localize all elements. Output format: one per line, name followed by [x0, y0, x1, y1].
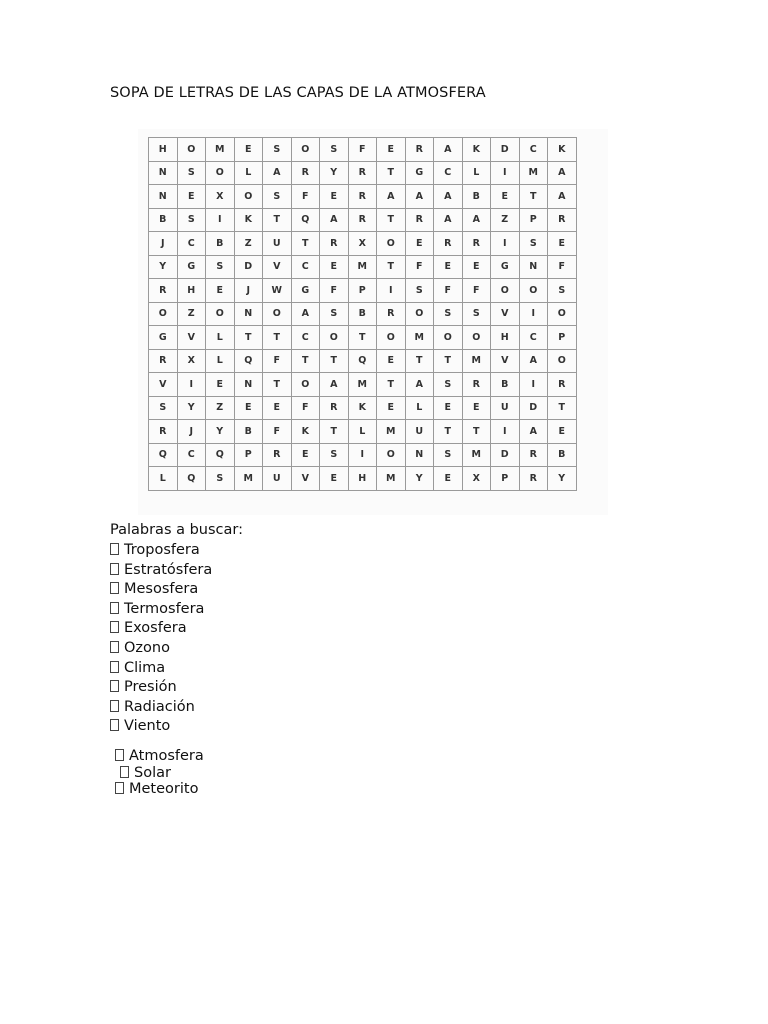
grid-cell: A	[434, 138, 463, 162]
grid-cell: S	[206, 467, 235, 491]
grid-cell: R	[348, 161, 377, 185]
checkbox-icon	[115, 749, 124, 761]
grid-cell: F	[348, 138, 377, 162]
grid-cell: A	[462, 208, 491, 232]
grid-cell: U	[491, 396, 520, 420]
word-list	[110, 541, 212, 737]
word-item	[115, 781, 198, 797]
grid-cell: T	[462, 420, 491, 444]
grid-cell: E	[377, 138, 406, 162]
grid-cell: E	[377, 396, 406, 420]
grid-cell: E	[548, 232, 577, 256]
grid-cell: A	[291, 302, 320, 326]
grid-cell: W	[263, 279, 292, 303]
grid-cell: E	[320, 467, 349, 491]
grid-cell: V	[177, 326, 206, 350]
words-heading: Palabras a buscar:	[110, 522, 243, 538]
grid-cell: C	[434, 161, 463, 185]
grid-cell: S	[434, 373, 463, 397]
grid-cell: S	[149, 396, 178, 420]
grid-cell: T	[291, 349, 320, 373]
grid-cell: C	[291, 255, 320, 279]
grid-cell: S	[462, 302, 491, 326]
grid-cell: Q	[291, 208, 320, 232]
grid-row	[149, 326, 577, 350]
grid-cell: F	[462, 279, 491, 303]
word-item	[110, 561, 212, 581]
grid-cell: T	[263, 208, 292, 232]
grid-cell: R	[377, 302, 406, 326]
grid-cell: S	[519, 232, 548, 256]
grid-cell: Y	[149, 255, 178, 279]
grid-row	[149, 279, 577, 303]
grid-cell: O	[206, 161, 235, 185]
grid-cell: R	[462, 373, 491, 397]
grid-cell: I	[491, 161, 520, 185]
grid-cell: O	[206, 302, 235, 326]
grid-row	[149, 373, 577, 397]
grid-cell: O	[263, 302, 292, 326]
grid-cell: R	[320, 396, 349, 420]
grid-cell: U	[405, 420, 434, 444]
grid-cell: T	[291, 232, 320, 256]
grid-cell: U	[263, 467, 292, 491]
grid-cell: V	[263, 255, 292, 279]
grid-cell: F	[548, 255, 577, 279]
grid-cell: O	[377, 326, 406, 350]
grid-cell: H	[149, 138, 178, 162]
word-item	[110, 698, 212, 718]
grid-cell: B	[462, 185, 491, 209]
grid-cell: T	[405, 349, 434, 373]
grid-cell: O	[548, 302, 577, 326]
grid-cell: I	[491, 420, 520, 444]
word-label: Presión	[124, 679, 177, 696]
grid-cell: R	[548, 208, 577, 232]
grid-cell: Z	[177, 302, 206, 326]
grid-cell: N	[405, 443, 434, 467]
grid-cell: L	[234, 161, 263, 185]
grid-cell: O	[234, 185, 263, 209]
grid-cell: T	[519, 185, 548, 209]
grid-cell: I	[177, 373, 206, 397]
grid-cell: E	[234, 396, 263, 420]
grid-cell: I	[206, 208, 235, 232]
grid-cell: R	[149, 279, 178, 303]
grid-cell: T	[263, 373, 292, 397]
grid-cell: R	[348, 185, 377, 209]
word-label: Ozono	[124, 639, 170, 656]
grid-cell: M	[348, 255, 377, 279]
grid-row	[149, 396, 577, 420]
grid-cell: R	[320, 232, 349, 256]
grid-cell: A	[434, 185, 463, 209]
page-title: SOPA DE LETRAS DE LAS CAPAS DE LA ATMOSFERA	[110, 85, 486, 101]
grid-cell: J	[234, 279, 263, 303]
grid-cell: R	[548, 373, 577, 397]
grid-cell: T	[548, 396, 577, 420]
grid-cell: E	[320, 185, 349, 209]
grid-cell: B	[491, 373, 520, 397]
grid-cell: L	[462, 161, 491, 185]
grid-cell: A	[320, 373, 349, 397]
grid-cell: D	[234, 255, 263, 279]
grid-cell: D	[491, 443, 520, 467]
grid-cell: S	[548, 279, 577, 303]
grid-cell: R	[291, 161, 320, 185]
grid-cell: G	[149, 326, 178, 350]
grid-cell: I	[377, 279, 406, 303]
grid-cell: E	[320, 255, 349, 279]
checkbox-icon	[110, 543, 119, 555]
grid-cell: A	[263, 161, 292, 185]
grid-cell: G	[405, 161, 434, 185]
grid-cell: T	[434, 420, 463, 444]
grid-cell: H	[491, 326, 520, 350]
grid-cell: R	[519, 443, 548, 467]
word-search-puzzle	[138, 129, 608, 515]
grid-cell: S	[263, 185, 292, 209]
word-item	[110, 678, 212, 698]
grid-cell: A	[519, 349, 548, 373]
grid-cell: K	[234, 208, 263, 232]
word-label: Atmosfera	[129, 748, 204, 764]
grid-row	[149, 255, 577, 279]
grid-cell: T	[377, 208, 406, 232]
grid-cell: R	[462, 232, 491, 256]
grid-cell: P	[234, 443, 263, 467]
grid-cell: S	[320, 443, 349, 467]
grid-cell: T	[377, 161, 406, 185]
checkbox-icon	[110, 700, 119, 712]
grid-row	[149, 420, 577, 444]
grid-cell: K	[291, 420, 320, 444]
grid-cell: C	[177, 232, 206, 256]
grid-cell: C	[519, 138, 548, 162]
grid-cell: E	[177, 185, 206, 209]
grid-cell: A	[548, 185, 577, 209]
grid-cell: K	[548, 138, 577, 162]
grid-cell: M	[206, 138, 235, 162]
grid-cell: F	[291, 396, 320, 420]
grid-cell: I	[519, 302, 548, 326]
grid-cell: I	[348, 443, 377, 467]
word-item	[110, 717, 212, 737]
checkbox-icon	[115, 782, 124, 794]
grid-cell: M	[462, 349, 491, 373]
grid-cell: O	[149, 302, 178, 326]
grid-cell: P	[519, 208, 548, 232]
checkbox-icon	[110, 680, 119, 692]
grid-cell: Q	[234, 349, 263, 373]
grid-cell: M	[405, 326, 434, 350]
grid-cell: V	[149, 373, 178, 397]
grid-cell: O	[320, 326, 349, 350]
grid-cell: X	[177, 349, 206, 373]
grid-cell: S	[206, 255, 235, 279]
grid-cell: R	[405, 138, 434, 162]
grid-cell: N	[149, 161, 178, 185]
grid-cell: P	[491, 467, 520, 491]
grid-row	[149, 161, 577, 185]
word-item	[110, 541, 212, 561]
word-item	[110, 600, 212, 620]
checkbox-icon	[110, 563, 119, 575]
grid-cell: R	[434, 232, 463, 256]
grid-cell: G	[491, 255, 520, 279]
grid-cell: E	[263, 396, 292, 420]
word-label: Termosfera	[124, 600, 205, 617]
grid-cell: O	[548, 349, 577, 373]
checkbox-icon	[110, 602, 119, 614]
word-label: Meteorito	[129, 781, 199, 797]
word-item	[115, 748, 204, 764]
grid-cell: O	[491, 279, 520, 303]
grid-cell: V	[491, 349, 520, 373]
grid-cell: I	[519, 373, 548, 397]
grid-cell: S	[434, 302, 463, 326]
grid-cell: B	[548, 443, 577, 467]
word-item	[110, 659, 212, 679]
grid-cell: M	[377, 467, 406, 491]
word-label: Solar	[134, 765, 171, 781]
grid-cell: M	[519, 161, 548, 185]
grid-cell: E	[434, 467, 463, 491]
grid-cell: B	[149, 208, 178, 232]
grid-cell: B	[234, 420, 263, 444]
grid-cell: X	[348, 232, 377, 256]
grid-cell: T	[377, 373, 406, 397]
grid-cell: T	[377, 255, 406, 279]
checkbox-icon	[110, 621, 119, 633]
grid-cell: L	[206, 326, 235, 350]
grid-cell: O	[377, 232, 406, 256]
grid-row	[149, 138, 577, 162]
grid-cell: R	[405, 208, 434, 232]
grid-cell: A	[519, 420, 548, 444]
grid-cell: O	[291, 373, 320, 397]
grid-cell: F	[263, 420, 292, 444]
grid-cell: X	[206, 185, 235, 209]
grid-cell: T	[348, 326, 377, 350]
grid-cell: G	[177, 255, 206, 279]
grid-cell: Z	[491, 208, 520, 232]
grid-cell: V	[291, 467, 320, 491]
grid-cell: A	[377, 185, 406, 209]
word-label: Clima	[124, 659, 166, 676]
grid-cell: T	[263, 326, 292, 350]
grid-cell: O	[519, 279, 548, 303]
grid-cell: F	[263, 349, 292, 373]
grid-cell: H	[177, 279, 206, 303]
grid-cell: R	[149, 420, 178, 444]
checkbox-icon	[110, 641, 119, 653]
grid-cell: M	[462, 443, 491, 467]
grid-cell: E	[462, 396, 491, 420]
grid-cell: Q	[348, 349, 377, 373]
grid-cell: E	[206, 279, 235, 303]
word-label: Exosfera	[124, 620, 187, 637]
grid-cell: U	[263, 232, 292, 256]
grid-cell: O	[177, 138, 206, 162]
grid-cell: F	[405, 255, 434, 279]
grid-cell: C	[519, 326, 548, 350]
grid-cell: A	[548, 161, 577, 185]
grid-cell: D	[491, 138, 520, 162]
checkbox-icon	[120, 766, 129, 778]
grid-cell: F	[434, 279, 463, 303]
grid-cell: O	[377, 443, 406, 467]
grid-cell: J	[149, 232, 178, 256]
grid-cell: S	[177, 208, 206, 232]
grid-cell: T	[234, 326, 263, 350]
word-label: Mesosfera	[124, 581, 199, 598]
letter-grid	[148, 137, 577, 491]
grid-row	[149, 302, 577, 326]
grid-cell: E	[434, 396, 463, 420]
grid-cell: O	[462, 326, 491, 350]
grid-cell: Y	[177, 396, 206, 420]
grid-cell: E	[548, 420, 577, 444]
word-label: Radiación	[124, 698, 195, 715]
grid-cell: S	[177, 161, 206, 185]
grid-cell: Q	[149, 443, 178, 467]
grid-cell: M	[234, 467, 263, 491]
grid-cell: P	[548, 326, 577, 350]
grid-cell: E	[206, 373, 235, 397]
grid-cell: D	[519, 396, 548, 420]
grid-cell: E	[405, 232, 434, 256]
grid-cell: C	[177, 443, 206, 467]
grid-cell: R	[348, 208, 377, 232]
grid-cell: B	[348, 302, 377, 326]
grid-cell: Z	[234, 232, 263, 256]
grid-cell: H	[348, 467, 377, 491]
grid-cell: B	[206, 232, 235, 256]
grid-cell: O	[291, 138, 320, 162]
grid-cell: E	[234, 138, 263, 162]
grid-cell: A	[320, 208, 349, 232]
grid-row	[149, 232, 577, 256]
grid-cell: E	[377, 349, 406, 373]
grid-cell: K	[462, 138, 491, 162]
grid-cell: R	[519, 467, 548, 491]
grid-cell: M	[377, 420, 406, 444]
grid-cell: Q	[206, 443, 235, 467]
grid-cell: S	[320, 138, 349, 162]
grid-cell: A	[434, 208, 463, 232]
grid-cell: Y	[206, 420, 235, 444]
grid-cell: S	[434, 443, 463, 467]
grid-cell: C	[291, 326, 320, 350]
grid-cell: L	[405, 396, 434, 420]
grid-row	[149, 349, 577, 373]
grid-cell: O	[434, 326, 463, 350]
grid-cell: R	[149, 349, 178, 373]
grid-cell: P	[348, 279, 377, 303]
grid-cell: E	[462, 255, 491, 279]
grid-cell: K	[348, 396, 377, 420]
grid-cell: S	[405, 279, 434, 303]
grid-cell: A	[405, 373, 434, 397]
grid-cell: L	[206, 349, 235, 373]
grid-cell: Q	[177, 467, 206, 491]
checkbox-icon	[110, 582, 119, 594]
grid-cell: N	[149, 185, 178, 209]
grid-cell: T	[320, 349, 349, 373]
grid-cell: L	[149, 467, 178, 491]
grid-cell: M	[348, 373, 377, 397]
grid-cell: E	[291, 443, 320, 467]
grid-cell: X	[462, 467, 491, 491]
grid-cell: F	[291, 185, 320, 209]
word-item	[110, 580, 212, 600]
grid-cell: A	[405, 185, 434, 209]
grid-cell: J	[177, 420, 206, 444]
checkbox-icon	[110, 661, 119, 673]
grid-cell: Z	[206, 396, 235, 420]
checkbox-icon	[110, 719, 119, 731]
grid-cell: R	[263, 443, 292, 467]
grid-cell: T	[320, 420, 349, 444]
grid-cell: E	[491, 185, 520, 209]
grid-cell: S	[263, 138, 292, 162]
grid-row	[149, 185, 577, 209]
grid-cell: T	[434, 349, 463, 373]
grid-cell: O	[405, 302, 434, 326]
grid-cell: S	[320, 302, 349, 326]
grid-cell: N	[234, 373, 263, 397]
grid-row	[149, 467, 577, 491]
grid-cell: L	[348, 420, 377, 444]
word-label: Troposfera	[124, 542, 200, 558]
grid-cell: E	[434, 255, 463, 279]
word-label: Estratósfera	[124, 561, 213, 578]
grid-cell: Y	[548, 467, 577, 491]
grid-cell: N	[519, 255, 548, 279]
word-item	[110, 619, 212, 639]
grid-cell: N	[234, 302, 263, 326]
grid-cell: Y	[320, 161, 349, 185]
grid-cell: G	[291, 279, 320, 303]
grid-cell: V	[491, 302, 520, 326]
word-item	[110, 639, 212, 659]
grid-cell: I	[491, 232, 520, 256]
grid-cell: Y	[405, 467, 434, 491]
word-label: Viento	[124, 718, 171, 735]
grid-row	[149, 208, 577, 232]
grid-cell: F	[320, 279, 349, 303]
word-item	[120, 765, 171, 781]
grid-row	[149, 443, 577, 467]
